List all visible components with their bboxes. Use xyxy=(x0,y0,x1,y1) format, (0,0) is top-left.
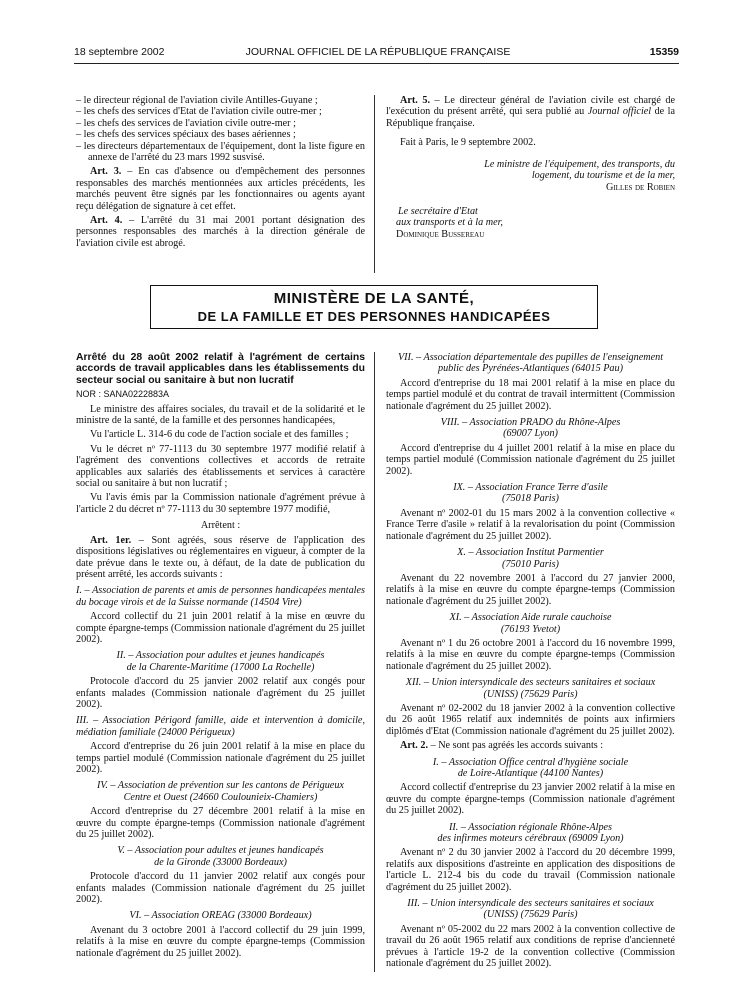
section-text: Accord collectif d'entreprise du 23 janvier 2002 relatif à la mise en œuvre du compte épargne-temps (Commission nationale d'agrément du 25 juillet 2002). xyxy=(386,782,675,817)
section-heading: XII. – Union intersyndicale des secteurs sanitaires et sociaux xyxy=(405,677,656,689)
section-heading: de Loire-Atlantique (44100 Nantes) xyxy=(457,768,604,779)
journal-officiel-italic: Journal officiel xyxy=(587,106,652,118)
intro-paragraph: Le ministre des affaires sociales, du travail et de la solidarité et le ministre de la santé, de la famille et des personnes handicapées, xyxy=(76,403,365,427)
section-heading: XI. – Association Aide rurale cauchoise xyxy=(449,612,612,624)
section-text: Accord d'entreprise du 4 juillet 2001 relatif à la mise en place du temps partiel modulé (Commission nationale d'agrément du 25 juillet 2002). xyxy=(386,442,675,477)
bottom-right-column xyxy=(386,352,675,973)
article-5-text-end: de la République française. xyxy=(386,106,676,129)
article-4-label: Art. 4. xyxy=(90,215,123,227)
section-heading: IX. – Association France Terre d'asile xyxy=(453,482,608,494)
ministry-heading-line1: MINISTÈRE DE LA SANTÉ, xyxy=(273,290,475,307)
section-heading: Centre et Ouest (24660 Coulounieix-Chamiers) xyxy=(123,791,318,803)
article-5 xyxy=(386,95,675,129)
vu-paragraph: Vu l'avis émis par la Commission nationale d'agrément prévue à l'article 2 du décret nº 77-1113 du 30 septembre 1977 modifié, xyxy=(76,492,365,515)
header-rule xyxy=(74,63,679,64)
dash-item: – les directeurs départementaux de l'équipement, dont la liste figure en annexe de l'arrêté du 23 mars 1992 susvisé. xyxy=(76,140,365,164)
done-at-paris: Fait à Paris, le 9 septembre 2002. xyxy=(400,137,536,149)
article-3-label: Art. 3. xyxy=(90,166,122,178)
decree-title: Arrêté du 28 août 2002 relatif à l'agrément de certains accords de travail applicables dans les établissements du secteur social ou sanitaire à but non lucratif xyxy=(76,352,365,386)
bottom-left-column xyxy=(76,352,365,962)
secretary-title-line2: aux transports et à la mer, xyxy=(396,217,503,229)
section-text: Accord d'entreprise du 18 mai 2001 relatif à la mise en place du temps partiel modulé et du contrat de travail intermittent (Commission nationale d'agrément du 25 juillet 2002). xyxy=(386,377,675,412)
article-4 xyxy=(76,215,365,249)
header-date: 18 septembre 2002 xyxy=(74,46,165,58)
vu-paragraph: Vu le décret nº 77-1113 du 30 septembre 1977 modifié relatif à l'agrément des conventions collectives et accords de retraite applicables aux salariés des établissements et services à caractère social ou sanitaire à but non lucratif ; xyxy=(76,443,365,490)
section-text: Protocole d'accord du 11 janvier 2002 relatif aux congés pour enfants malades (Commission nationale d'agrément du 25 juillet 2002). xyxy=(76,871,365,906)
section-heading: I. – Association de parents et amis de personnes handicapées mentales du bocage virois et de la Suisse normande (14504 Vire) xyxy=(76,585,365,608)
column-divider-bottom xyxy=(374,352,375,972)
section-heading: III. – Association Périgord famille, aide et intervention à domicile, médiation familiale (24000 Périgueux) xyxy=(76,715,365,738)
vu-paragraph: Vu l'article L. 314-6 du code de l'action sociale et des familles ; xyxy=(90,429,349,441)
section-heading: VIII. – Association PRADO du Rhône-Alpes xyxy=(440,417,621,429)
top-right-column xyxy=(386,95,675,240)
section-text: Avenant nº 02-2002 du 18 janvier 2002 à la convention collective du 26 août 1965 relatif aux indemnités de points aux infirmiers diplômés d'Etat (Commission nationale d'agrément du 25 juillet 2002). xyxy=(386,702,675,737)
section-heading: de la Charente-Maritime (17000 La Rochelle) xyxy=(126,661,315,673)
section-text: Accord d'entreprise du 27 décembre 2001 relatif à la mise en œuvre du compte épargne-temps (Commission nationale d'agrément du 25 juillet 2002). xyxy=(76,806,365,841)
header-page-number: 15359 xyxy=(649,46,679,58)
article-2-label: Art. 2. xyxy=(400,740,429,752)
section-text: Accord collectif du 21 juin 2001 relatif à la mise en œuvre du compte épargne-temps (Commission nationale d'agrément du 25 juillet 2002). xyxy=(76,611,365,645)
section-heading: VI. – Association OREAG (33000 Bordeaux) xyxy=(129,910,312,922)
arretent: Arrêtent : xyxy=(200,520,241,532)
section-heading: (UNISS) (75629 Paris) xyxy=(483,688,578,700)
ministry-heading-box xyxy=(150,285,598,329)
section-heading: (75018 Paris) xyxy=(502,493,559,505)
dash-item: – les chefs des services de l'aviation civile outre-mer ; xyxy=(76,117,296,129)
article-5-label: Art. 5. xyxy=(400,95,430,106)
secretary-name: Dominique Bussereau xyxy=(396,228,485,240)
section-text: Avenant du 3 octobre 2001 à l'accord collectif du 29 juin 1999, relatifs à la mise en œuvre du compte épargne-temps (Commission nationale d'agrément du 25 juillet 2002). xyxy=(76,924,365,959)
section-heading: VII. – Association départementale des pupilles de l'enseignement xyxy=(397,352,664,363)
article-1-text: – Sont agréés, sous réserve de l'application des dispositions législatives ou réglementaires en vigueur, à compter de la date prévue dans le texte ou, à défaut, de la date de publication du présent arrêté, les accords suivants : xyxy=(76,534,365,580)
section-text: Avenant nº 05-2002 du 22 mars 2002 à la convention collective de travail du 26 août 1965 relatif aux conditions de reprise d'ancienneté prévues à l'article 19-2 de la convention collective (Commission nationale d'agrément du 25 juillet 2002). xyxy=(386,923,675,970)
section-heading: II. – Association régionale Rhône-Alpes xyxy=(448,821,613,833)
header-journal-title: JOURNAL OFFICIEL DE LA RÉPUBLIQUE FRANÇAISE xyxy=(245,46,511,58)
minister-title: Le ministre de l'équipement, des transports, du logement, du tourisme et de la mer, xyxy=(484,158,675,182)
ministry-heading-line2: DE LA FAMILLE ET DES PERSONNES HANDICAPÉES xyxy=(197,309,551,324)
section-heading: III. – Union intersyndicale des secteurs sanitaires et sociaux xyxy=(407,898,654,910)
minister-name: Gilles de Robien xyxy=(605,182,675,194)
nor-reference: NOR : SANA0222883A xyxy=(76,389,170,400)
section-text: Avenant nº 1 du 26 octobre 2001 à l'accord du 16 novembre 1999, relatifs à la mise en œuvre du compte épargne-temps (Commission nationale d'agrément du 25 juillet 2002). xyxy=(386,637,675,672)
section-heading: (69007 Lyon) xyxy=(503,428,558,440)
top-left-column xyxy=(76,95,365,252)
section-heading: V. – Association pour adultes et jeunes handicapés xyxy=(117,845,324,857)
section-heading: (75010 Paris) xyxy=(502,558,559,570)
dash-item: – les chefs des services spéciaux des bases aériennes ; xyxy=(76,129,296,141)
article-4-text: – L'arrêté du 31 mai 2001 portant désignation des personnes responsables des marchés à la direction générale de l'aviation civile est abrogé. xyxy=(76,215,366,249)
article-3-text: – En cas d'absence ou d'empêchement des personnes responsables des marchés mentionnées aux articles précédents, les marchés peuvent être signés par les fonctionnaires ou agents ayant reçu délégation de signature à cet effet. xyxy=(76,166,365,212)
section-heading: (UNISS) (75629 Paris) xyxy=(483,909,578,921)
section-heading: (76193 Yvetot) xyxy=(500,623,561,635)
article-2-text: – Ne sont pas agréés les accords suivants : xyxy=(428,740,604,752)
section-text: Avenant nº 2002-01 du 15 mars 2002 à la convention collective « France Terre d'asile » relatif à la revalorisation du point (Commission nationale d'agrément du 25 juillet 2002). xyxy=(386,507,675,542)
article-5-text: – Le directeur général de l'aviation civile est chargé de l'exécution du présent arrêté, qui sera publié au xyxy=(386,95,675,118)
section-heading: public des Pyrénées-Atlantiques (64015 Pau) xyxy=(437,363,624,375)
article-3 xyxy=(76,166,365,212)
section-heading: II. – Association pour adultes et jeunes handicapés xyxy=(116,650,325,662)
article-1-label: Art. 1er. xyxy=(90,534,132,546)
section-text: Avenant du 22 novembre 2001 à l'accord du 27 janvier 2000, relatifs à la mise en œuvre du compte épargne-temps (Commission nationale d'agrément du 25 juillet 2002). xyxy=(386,572,675,607)
section-text: Protocole d'accord du 25 janvier 2002 relatif aux congés pour enfants malades (Commission nationale d'agrément du 25 juillet 2002). xyxy=(76,676,365,710)
article-1 xyxy=(76,535,365,581)
section-heading: X. – Association Institut Parmentier xyxy=(457,547,604,559)
section-heading: I. – Association Office central d'hygiène sociale xyxy=(432,756,629,768)
section-text: Accord d'entreprise du 26 juin 2001 relatif à la mise en place du temps partiel modulé (Commission nationale d'agrément du 25 juillet 2002). xyxy=(76,741,365,775)
section-heading: des infirmes moteurs cérébraux (69009 Lyon) xyxy=(437,833,624,845)
section-text: Avenant nº 2 du 30 janvier 2002 à l'accord du 20 décembre 1999, relatifs aux dispositions d'astreinte en application des dispositions de l'article L. 212-4 bis du code du travail (Commission nationale d'agrément du 25 juillet 2002). xyxy=(386,847,675,893)
section-heading: IV. – Association de prévention sur les cantons de Périgueux xyxy=(97,780,344,792)
dash-item: – les chefs des services d'Etat de l'aviation civile outre-mer ; xyxy=(76,106,322,118)
dash-item: – le directeur régional de l'aviation civile Antilles-Guyane ; xyxy=(76,95,318,106)
article-2 xyxy=(386,740,675,751)
section-heading: de la Gironde (33000 Bordeaux) xyxy=(154,856,287,868)
secretary-title-line1: Le secrétaire d'Etat xyxy=(398,205,478,217)
column-divider-top xyxy=(374,95,375,273)
